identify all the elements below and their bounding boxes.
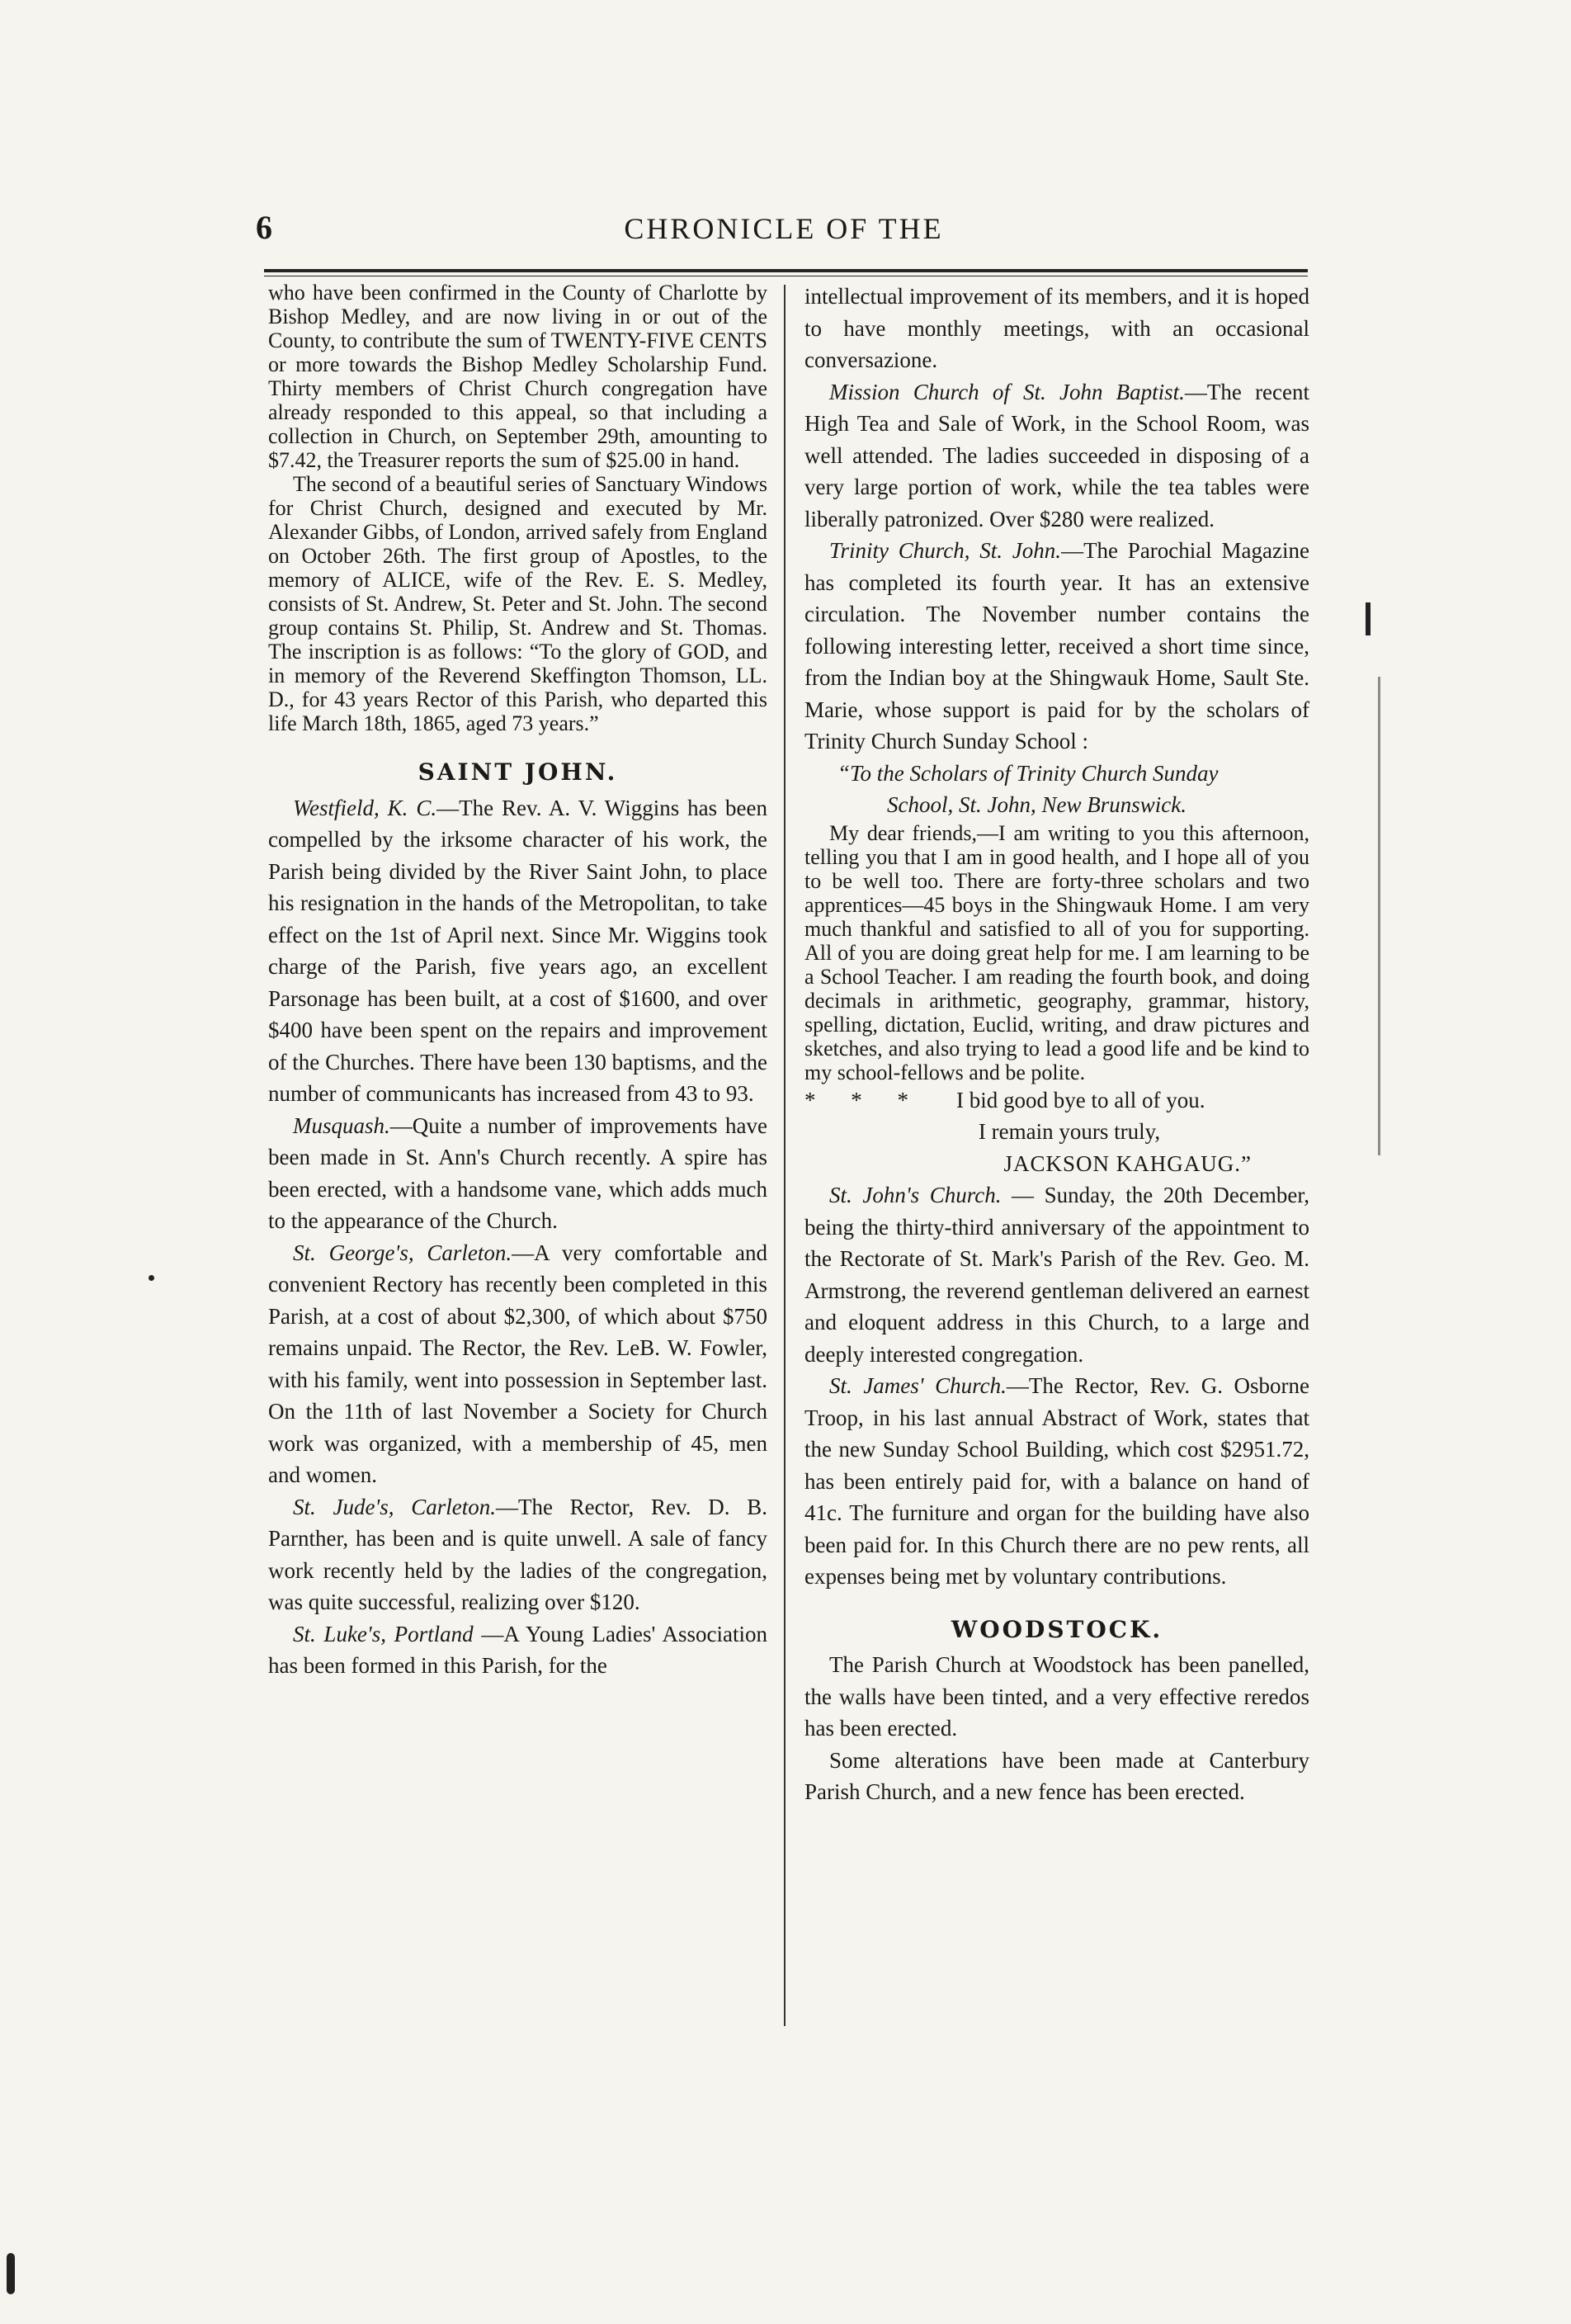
letter-signature: JACKSON KAHGAUG.”	[1003, 1150, 1252, 1176]
article-paragraph	[268, 1491, 767, 1618]
section-heading: WOODSTOCK.	[951, 1615, 1163, 1643]
article-paragraph	[804, 1370, 1309, 1593]
article-paragraph	[804, 1745, 1309, 1808]
article-paragraph	[804, 281, 1309, 376]
paragraph-body: who have been confirmed in the County of Charlotte by Bishop Medley, and are now living in or out of the County, to contribute the sum of TWENTY-FIVE CENTS or more towards the Bishop Medley Scholarship Fund. Thirty members of Christ Church congregation have already responded to this appeal, so that including a collection in Church, on September 29th, amounting to $7.42, the Treasurer reports the sum of $25.00 in hand.	[268, 281, 767, 472]
letter-farewell	[804, 1084, 1309, 1117]
article-paragraph	[268, 1110, 767, 1237]
margin-edge-mark-2	[1378, 677, 1380, 1155]
paragraph-lead: Westfield, K. C.	[293, 795, 437, 820]
paragraph-body: —The recent High Tea and Sale of Work, in the School Room, was well attended. The ladies succeeded in disposing of a very large portion of work, while the tea tables were liberally patronized. Over $280 were realized.	[804, 379, 1310, 531]
section-heading: SAINT JOHN.	[418, 758, 618, 786]
page-header	[256, 208, 1312, 249]
paragraph-lead: Mission Church of St. John Baptist.	[829, 379, 1185, 404]
article-paragraph	[804, 535, 1309, 758]
article-paragraph	[804, 376, 1309, 536]
margin-edge-mark	[1366, 602, 1370, 635]
left-column	[268, 281, 767, 2030]
paragraph-body: My dear friends,—I am writing to you this afternoon, telling you that I am in good health, and I hope all of you to be well too. There are forty-three scholars and two apprentices—45 boys in the Shingwauk Home. I am very much thankful and satisfied to all of you for supporting. All of you are doing great help for me. I am learning to be a School Teacher. I am reading the fourth book, and doing decimals in arithmetic, geography, grammar, history, spelling, dictation, Euclid, writing, and draw pictures and sketches, and also trying to lead a good life and be kind to my school-fellows and be polite.	[804, 820, 1309, 1084]
paragraph-body: —The Parochial Magazine has completed its fourth year. It has an extensive circulation. The November number contains the following interesting letter, received a short time since, from the Indian boy at the Shingwauk Home, Sault Ste. Marie, whose support is paid for by the scholars of Trinity Church Sunday School :	[804, 538, 1309, 753]
paragraph-body: —The Rector, Rev. D. B. Parnther, has been and is quite unwell. A sale of fancy work recently held by the ladies of the congregation, was quite successful, realizing over $120.	[268, 1494, 767, 1614]
paragraph-lead: St. Luke's, Portland	[293, 1621, 474, 1646]
letter-salutation: “To the Scholars of Trinity Church Sunday	[837, 760, 1219, 786]
paragraph-body: — Sunday, the 20th December, being the thirty-third anniversary of the appointment to the Rectorate of St. Mark's Parish of the Rev. Geo. M. Armstrong, the reverend gentleman delivered an earnest and eloquent address in this Church, to a large and deeply interested congregation.	[804, 1183, 1309, 1367]
paragraph-body: —A very comfortable and convenient Rectory has recently been completed in this Parish, at a cost of about $2,300, of which about $750 remains unpaid. The Rector, the Rev. LeB. W. Fowler, with his family, went into possession in September last. On the 11th of last November a Society for Church work was organized, with a membership of 45, men and women.	[268, 1240, 767, 1487]
margin-dot	[149, 1275, 154, 1281]
paragraph-body: The Parish Church at Woodstock has been panelled, the walls have been tinted, and a very effective reredos has been erected.	[804, 1652, 1309, 1741]
page-number: 6	[256, 209, 272, 246]
paragraph-body: —The Rev. A. V. Wiggins has been compelled by the irksome character of his work, the Parish being divided by the River Saint John, to place his resignation in the hands of the Metropolitan, to take effect on the 1st of April next. Since Mr. Wiggins took charge of the Parish, five years ago, an excellent Parsonage has been built, at a cost of $1600, and over $400 have been spent on the repairs and improvement of the Churches. There have been 130 baptisms, and the number of communicants has increased from 43 to 93.	[268, 795, 768, 1106]
paragraph-lead: Musquash.	[293, 1112, 390, 1138]
article-paragraph	[804, 1649, 1309, 1745]
paragraph-body: —A Young Ladies' Association has been formed in this Parish, for the	[268, 1621, 767, 1678]
paragraph-lead: St. George's, Carleton.	[293, 1240, 512, 1265]
article-paragraph	[268, 1237, 767, 1491]
header-rule-thick	[264, 269, 1308, 272]
paragraph-lead: Trinity Church, St. John.	[829, 538, 1062, 563]
paragraph-lead: St. Jude's, Carleton.	[293, 1494, 496, 1519]
paragraph-body: intellectual improvement of its members, and it is hoped to have monthly meetings, with an occasional conversazione.	[804, 284, 1309, 372]
ellipsis-stars: * * *	[804, 1087, 923, 1112]
margin-smudge	[7, 2253, 15, 2294]
letter-salutation: School, St. John, New Brunswick.	[887, 792, 1187, 817]
article-paragraph	[268, 1618, 767, 1682]
article-paragraph	[268, 792, 767, 1110]
article-paragraph	[268, 281, 767, 472]
paragraph-lead: St. James' Church.	[829, 1373, 1007, 1398]
article-paragraph	[804, 1179, 1309, 1370]
paragraph-body: —Quite a number of improvements have been made in St. Ann's Church recently. A spire has been erected, with a handsome vane, which adds much to the appearance of the Church.	[268, 1112, 767, 1233]
farewell-text: I bid good bye to all of you.	[956, 1087, 1205, 1112]
article-paragraph	[804, 821, 1309, 1084]
paragraph-body: The second of a beautiful series of Sanctuary Windows for Christ Church, designed and executed by Mr. Alexander Gibbs, of London, arrived safely from England on October 26th. The first group of Apostles, to the memory of ALICE, wife of the Rev. E. S. Medley, consists of St. Andrew, St. Peter and St. John. The second group contains St. Philip, St. Andrew and St. Thomas. The inscription is as follows: “To the glory of GOD, and in memory of the Reverend Skeffington Thomson, LL. D., for 43 years Rector of this Parish, who departed this life March 18th, 1865, aged 73 years.”	[268, 472, 767, 735]
article-paragraph	[268, 472, 767, 735]
paragraph-lead: St. John's Church.	[829, 1183, 1002, 1207]
column-divider	[784, 285, 786, 2026]
paragraph-body: Some alterations have been made at Canterbury Parish Church, and a new fence has been erected.	[804, 1747, 1309, 1804]
letter-closing: I remain yours truly,	[978, 1119, 1161, 1144]
running-title: CHRONICLE OF THE	[624, 212, 944, 245]
right-column	[804, 281, 1309, 2030]
paragraph-body: —The Rector, Rev. G. Osborne Troop, in his last annual Abstract of Work, states that the new Sunday School Building, which cost $2951.72, has been entirely paid for, with a balance on hand of 41c. The furniture and organ for the building have also been paid for. In this Church there are no pew rents, all expenses being met by voluntary contributions.	[804, 1373, 1309, 1589]
